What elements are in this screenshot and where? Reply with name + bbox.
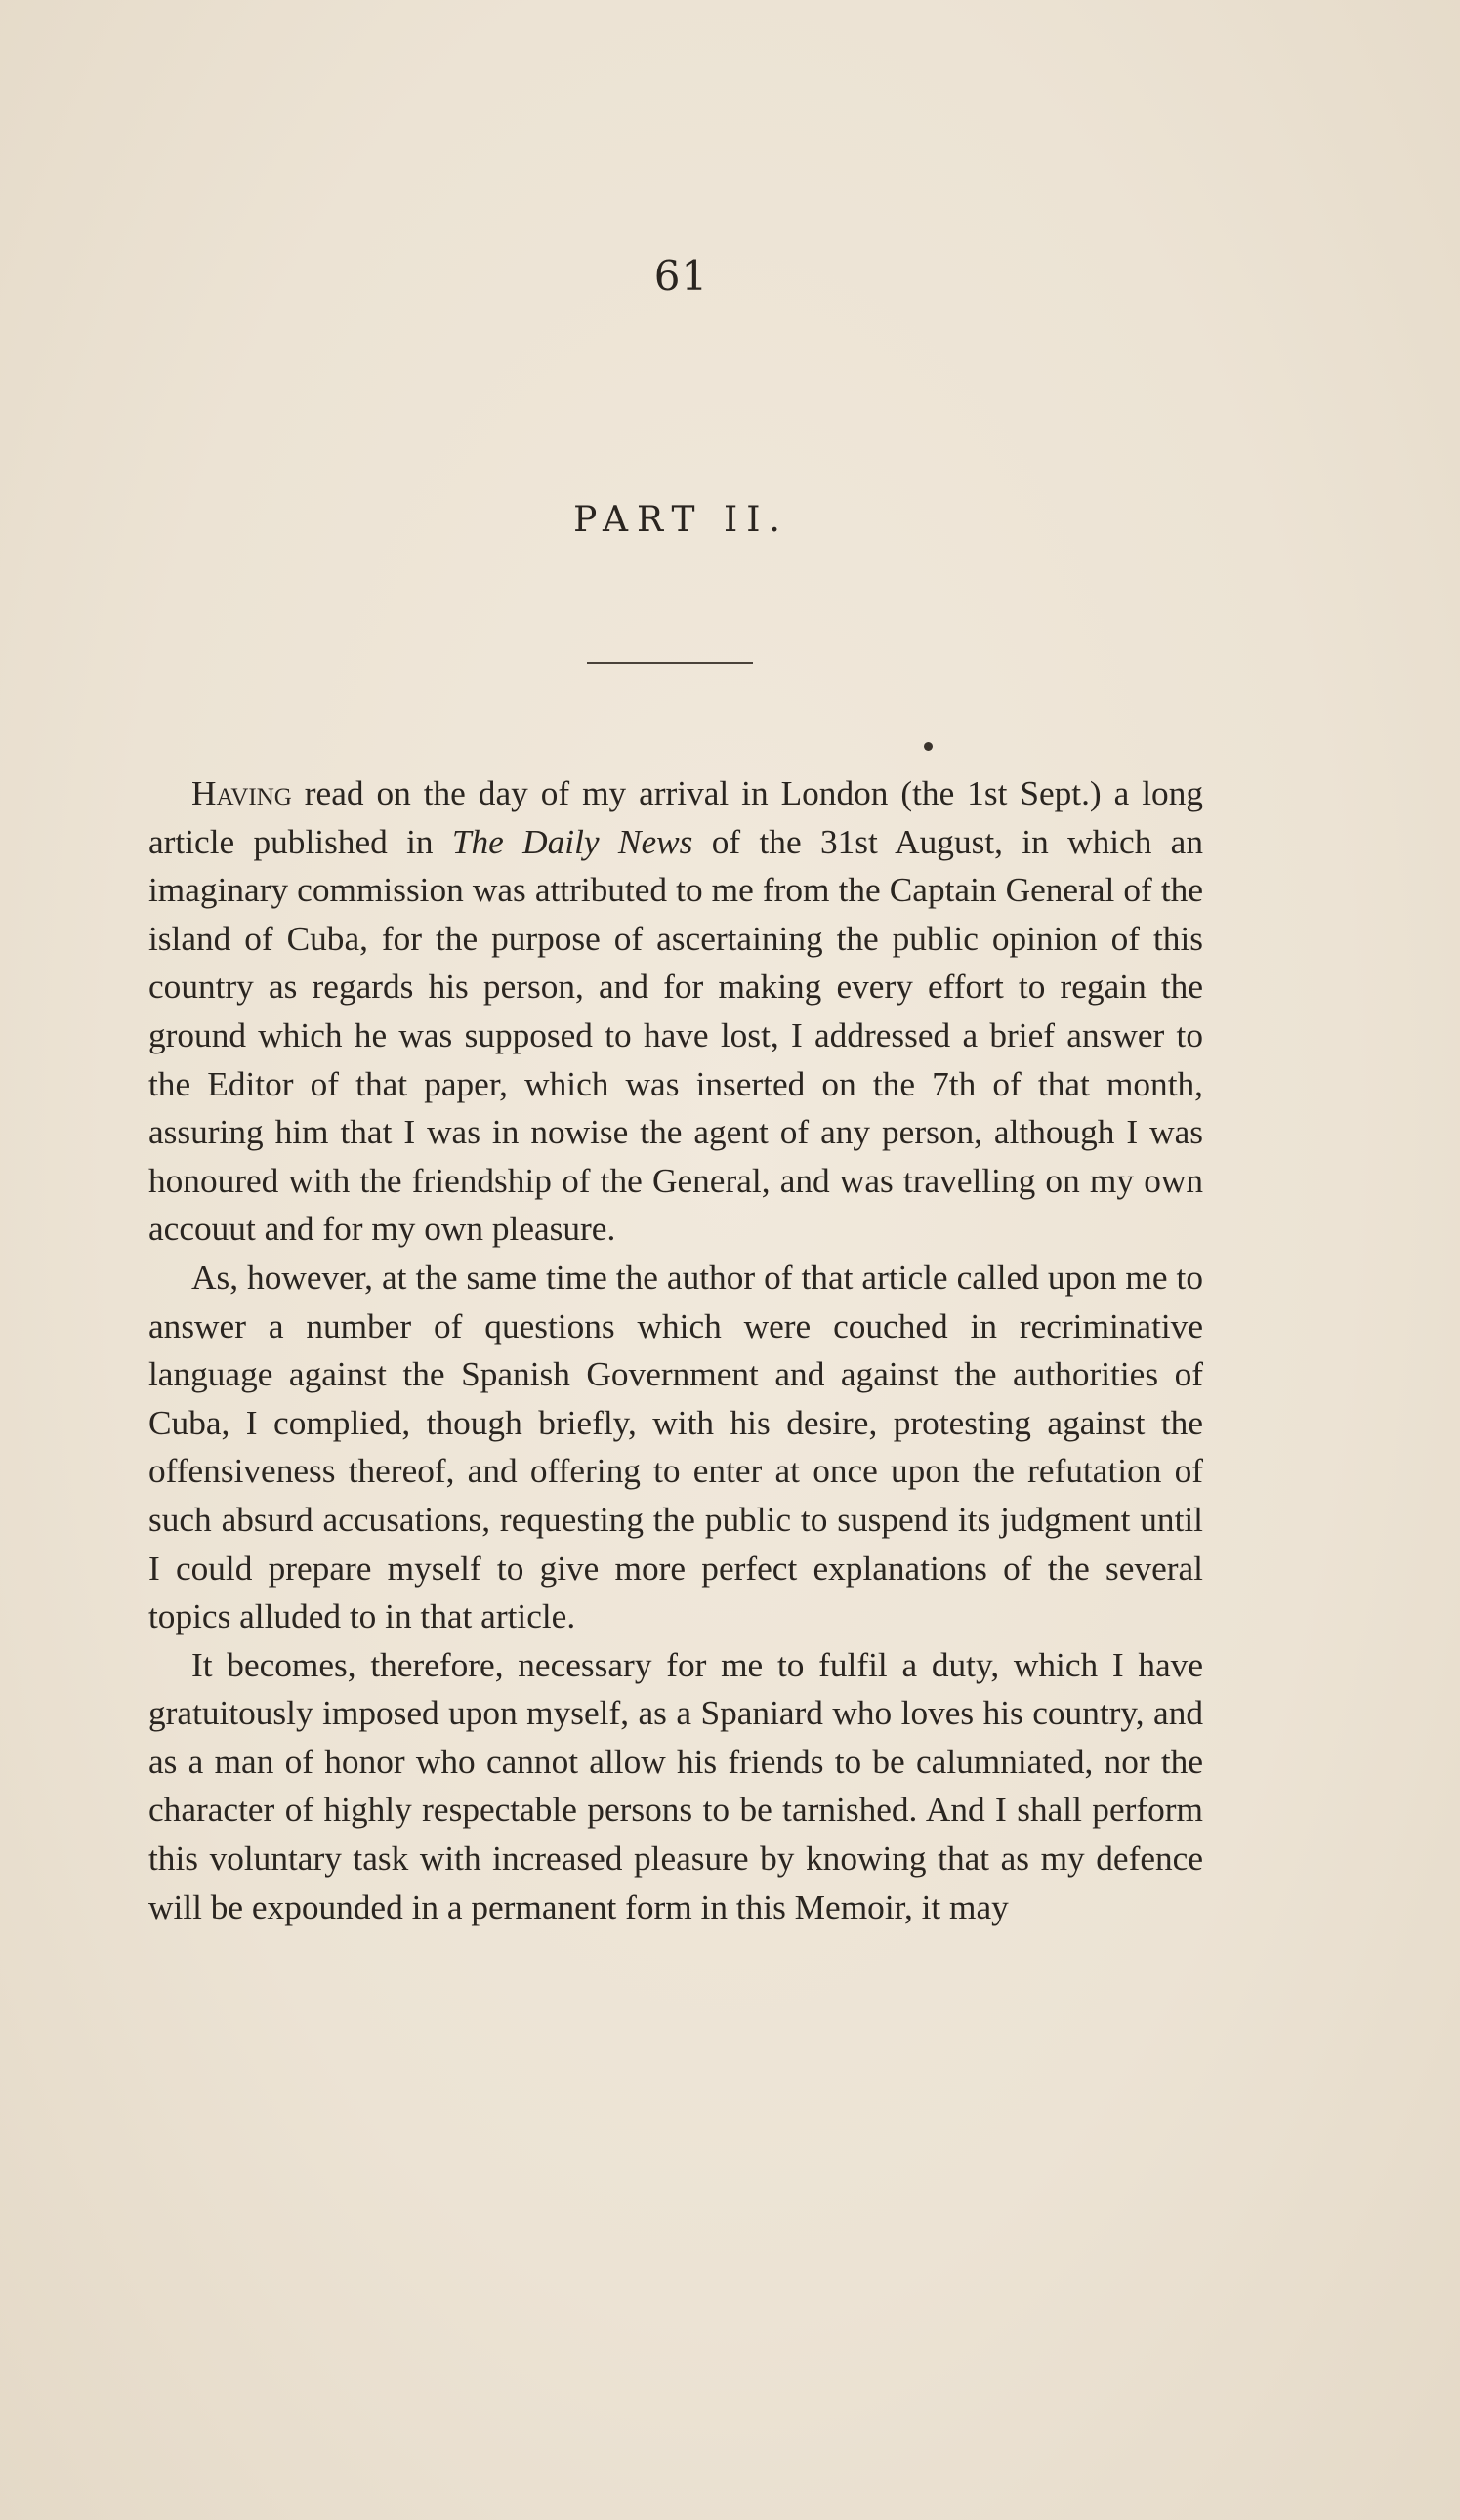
paragraph-1-text-a: read on the day of my arrival in London (the 1st Sept.) a long article published in (148, 774, 1203, 861)
newspaper-title: The Daily News (451, 822, 693, 861)
paragraph-1-text-b: of the 31st August, in which an imaginary commission was attributed to me from the Captain General of the island of Cuba, for the purpose of ascertaining the public opinion of this country as regards his person, and for making every effort to regain the ground which he was supposed to have lost, I addressed a brief answer to the Editor of that paper, which was inserted on the 7th of that month, assuring him that I was in nowise the agent of any person, although I was honoured with the friendship of the General, and was travelling on my own accouut and for my own pleasure. (148, 822, 1203, 1249)
part-heading: PART II. (573, 500, 789, 540)
paper-speck (924, 742, 933, 751)
paragraph-2: As, however, at the same time the author of that article called upon me to answer a number of questions which were couched in recriminative language against the Spanish Government and against the authorities of Cuba, I complied, though briefly, with his desire, protesting against the offensiveness thereof, and offering to enter at once upon the refutation of such absurd accusations, requesting the public to suspend its judgment until I could prepare myself to give more perfect explanations of the several topics alluded to in that article. (148, 1258, 1203, 1636)
paragraph-1 (148, 769, 1203, 1254)
page-number: 61 (653, 252, 709, 300)
section-divider-rule (587, 662, 753, 664)
body-text (148, 769, 1203, 1931)
paragraph-3: It becomes, therefore, necessary for me to fulfil a duty, which I have gratuitously imposed upon myself, as a Spaniard who loves his country, and as a man of honor who cannot allow his friends to be calumniated, nor the character of highly respectable persons to be tarnished. And I shall perform this voluntary task with increased pleasure by knowing that as my defence will be expounded in a permanent form in this Memoir, it may (148, 1645, 1203, 1926)
paragraph-1-lead-word: Having (191, 774, 292, 812)
